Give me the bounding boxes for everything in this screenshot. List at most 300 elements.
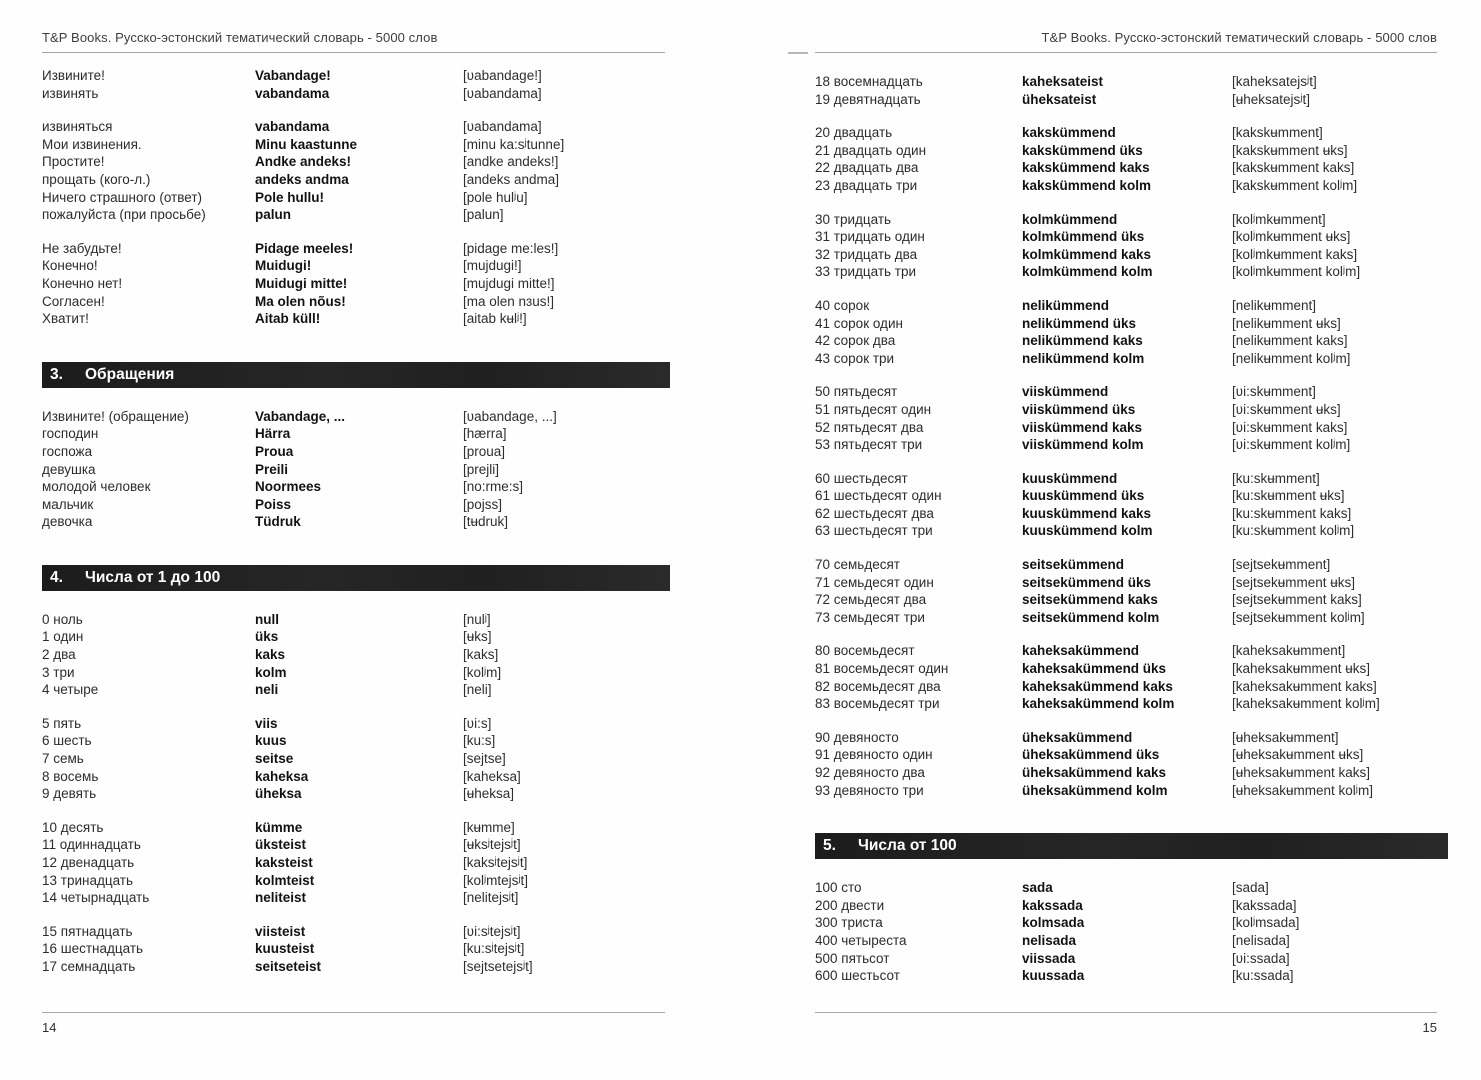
estonian-term: kaheksateist [1022,74,1104,89]
estonian-term: Preili [255,461,289,477]
section-number: 3. [50,365,63,383]
russian-term: прощать (кого-л.) [42,171,151,187]
phonetic-transcription: [ku:skʉmment ʉks] [1232,488,1345,504]
estonian-term: kolmkümmend [1022,211,1118,227]
phonetic-transcription: [sejtsekʉmment] [1232,557,1331,573]
dictionary-row [42,478,665,496]
russian-term: извиняться [42,119,113,135]
phonetic-transcription: [ʋi:skʉmment kolʲm] [1232,437,1351,453]
estonian-term: Muidugi! [255,258,312,274]
page-left [42,30,665,1035]
phonetic-transcription: [sejtsekʉmment ʉks] [1232,574,1356,590]
estonian-term: kuuskümmend üks [1022,488,1145,504]
dictionary-row [815,505,1437,523]
scan-artifact [788,52,808,54]
estonian-term: kakskümmend kaks [1022,160,1150,176]
entry-group [42,408,665,531]
phonetic-transcription: [ʋi:sʲtejsʲt] [463,923,521,939]
russian-term: 500 пятьсот [815,950,890,966]
estonian-term: kaheksakümmend [1022,643,1140,659]
dictionary-row [815,350,1437,368]
russian-term: 83 восемьдесят три [815,696,940,712]
phonetic-transcription: [sejtsekʉmment kaks] [1232,592,1362,608]
estonian-term: üks [255,629,279,645]
entry-group [815,556,1437,626]
entry-group [42,819,665,907]
estonian-term: Pole hullu! [255,189,324,205]
russian-term: 73 семьдесят три [815,609,925,625]
estonian-term: nelikümmend üks [1022,315,1137,331]
estonian-term: palun [255,207,291,223]
russian-term: 20 двадцать [815,125,893,141]
dictionary-row [42,496,665,514]
section-header-bar [815,833,1448,859]
russian-term: 9 девять [42,786,97,802]
russian-term: извинять [42,85,99,101]
dictionary-row [815,746,1437,764]
phonetic-transcription: [neli] [463,682,492,698]
russian-term: 42 сорок два [815,333,896,349]
entry-group [42,715,665,803]
running-header: T&P Books. Русско-эстонский тематический словарь - 5000 слов [815,30,1437,53]
phonetic-transcription: [kakskʉmment kolʲm] [1232,177,1358,193]
russian-term: Хватит! [42,311,89,327]
russian-term: 90 девяносто [815,729,899,745]
phonetic-transcription: [ʉheksakʉmment] [1232,729,1339,745]
section-number: 4. [50,568,63,586]
phonetic-transcription: [minu ka:sʲtunne] [463,136,565,152]
estonian-term: viiskümmend kaks [1022,419,1143,435]
phonetic-transcription: [kaks] [463,647,499,663]
russian-term: господин [42,426,99,442]
phonetic-transcription: [kaheksatejsʲt] [1232,74,1317,89]
russian-term: 31 тридцать один [815,229,925,245]
phonetic-transcription: [nelisada] [1232,932,1290,948]
phonetic-transcription: [andke andeks!] [463,154,559,170]
dictionary-row [42,750,665,768]
page-footer [815,1012,1437,1035]
phonetic-transcription: [kakssada] [1232,897,1297,913]
phonetic-transcription: [ku:skʉmment kolʲm] [1232,523,1355,539]
entry-group [42,67,665,102]
phonetic-transcription: [ma olen nɜus!] [463,293,554,309]
estonian-term: kolmteist [255,872,315,888]
estonian-term: kaheksakümmend üks [1022,661,1167,677]
dictionary-row [42,240,665,258]
phonetic-transcription: [kaheksakʉmment kolʲm] [1232,696,1380,712]
dictionary-row [815,142,1437,160]
russian-term: Мои извинения. [42,136,142,152]
estonian-term: kolm [255,664,287,680]
russian-term: 41 сорок один [815,315,903,331]
phonetic-transcription: [kaksʲtejsʲt] [463,855,528,870]
estonian-term: Noormees [255,479,322,495]
estonian-term: vabandama [255,119,330,135]
dictionary-row [815,73,1437,91]
russian-term: Конечно! [42,258,98,274]
section-title: Обращения [85,365,175,383]
russian-term: 72 семьдесят два [815,592,927,608]
estonian-term: üheksakümmend üks [1022,747,1160,763]
russian-term: 82 восемьдесят два [815,678,941,694]
estonian-term: nelisada [1022,932,1077,948]
entry-group [815,297,1437,367]
entry-group [815,642,1437,712]
dictionary-row [815,419,1437,437]
dictionary-row [815,609,1437,627]
section-header-bar [42,565,670,591]
russian-term: 81 восемьдесят один [815,661,949,677]
estonian-term: üheksateist [1022,91,1097,107]
russian-term: 61 шестьдесят один [815,488,942,504]
dictionary-row [42,85,665,103]
phonetic-transcription: [nelikʉmment ʉks] [1232,315,1341,331]
phonetic-transcription: [ʉks] [463,629,492,645]
estonian-term: viis [255,715,278,731]
dictionary-row [815,246,1437,264]
phonetic-transcription: [ku:s] [463,733,496,749]
entry-group [815,383,1437,453]
russian-term: 8 восемь [42,768,99,784]
phonetic-transcription: [ʋi:ssada] [1232,950,1290,966]
russian-term: 7 семь [42,751,84,767]
estonian-term: kuuskümmend kolm [1022,523,1153,539]
dictionary-row [42,293,665,311]
estonian-term: üheksa [255,786,302,802]
estonian-term: seitsekümmend kaks [1022,592,1158,608]
estonian-term: kolmsada [1022,915,1085,931]
phonetic-transcription: [kaheksa] [463,768,521,784]
phonetic-transcription: [kolʲmkʉmment ʉks] [1232,229,1351,245]
phonetic-transcription: [kaheksakʉmment] [1232,643,1346,659]
phonetic-transcription: [sejtse] [463,751,506,767]
russian-term: 40 сорок [815,297,870,313]
estonian-term: Aitab küll! [255,311,321,327]
phonetic-transcription: [proua] [463,443,506,459]
entry-group [815,73,1437,108]
phonetic-transcription: [ʉheksakʉmment kaks] [1232,765,1371,780]
dictionary-row [815,897,1437,915]
estonian-term: viiskümmend [1022,384,1109,400]
russian-term: 13 тринадцать [42,872,133,888]
phonetic-transcription: [ʉheksatejsʲt] [1232,91,1310,107]
dictionary-row [815,159,1437,177]
dictionary-row [42,923,665,941]
phonetic-transcription: [kakskʉmment kaks] [1232,160,1355,176]
phonetic-transcription: [ʋi:skʉmment kaks] [1232,419,1348,435]
russian-term: 53 пятьдесят три [815,437,923,453]
entry-group [42,240,665,328]
dictionary-row [42,67,665,85]
estonian-term: viisteist [255,923,306,939]
phonetic-transcription: [pole hulʲu] [463,189,528,205]
dictionary-row [42,940,665,958]
russian-term: 71 семьдесят один [815,574,934,590]
dictionary-row [815,487,1437,505]
russian-term: 6 шесть [42,733,92,749]
dictionary-row [42,153,665,171]
phonetic-transcription: [kakskʉmment] [1232,125,1323,141]
dictionary-row [815,914,1437,932]
dictionary-row [815,879,1437,897]
estonian-term: Pidage meeles! [255,240,354,256]
russian-term: 14 четырнадцать [42,890,150,906]
entry-group [815,124,1437,194]
dictionary-row [42,958,665,976]
russian-term: 22 двадцать два [815,160,919,176]
dictionary-row [815,436,1437,454]
phonetic-transcription: [nelikʉmment] [1232,297,1317,313]
russian-term: 300 триста [815,915,883,931]
estonian-term: kakskümmend [1022,125,1116,141]
russian-term: 18 восемнадцать [815,74,923,89]
russian-term: 3 три [42,664,75,680]
dictionary-row [42,628,665,646]
russian-term: 21 двадцать один [815,142,927,158]
dictionary-row [42,513,665,531]
russian-term: 32 тридцать два [815,246,918,262]
russian-term: Согласен! [42,293,105,309]
russian-term: 33 тридцать три [815,264,917,280]
estonian-term: kakssada [1022,897,1083,913]
russian-term: пожалуйста (при просьбе) [42,207,206,223]
dictionary-row [42,206,665,224]
dictionary-row [42,425,665,443]
dictionary-row [815,91,1437,109]
phonetic-transcription: [kakskʉmment ʉks] [1232,142,1348,158]
phonetic-transcription: [kolʲmkʉmment kaks] [1232,246,1358,262]
running-header: T&P Books. Русско-эстонский тематический словарь - 5000 слов [42,30,665,53]
phonetic-transcription: [ʉheksakʉmment kolʲm] [1232,782,1373,798]
estonian-term: Poiss [255,496,292,512]
dictionary-row [815,950,1437,968]
phonetic-transcription: [prejli] [463,461,500,477]
phonetic-transcription: [ʉksʲtejsʲt] [463,837,521,853]
dictionary-row [42,189,665,207]
phonetic-transcription: [ʋi:skʉmment ʉks] [1232,401,1341,417]
phonetic-transcription: [no:rme:s] [463,479,524,495]
phonetic-transcription: [kʉmme] [463,819,515,835]
phonetic-transcription: [kolʲmsada] [1232,915,1300,931]
estonian-term: kuuskümmend kaks [1022,505,1152,521]
entry-group [42,611,665,699]
estonian-term: Härra [255,426,291,442]
estonian-term: üheksakümmend [1022,729,1133,745]
russian-term: Ничего страшного (ответ) [42,189,202,205]
phonetic-transcription: [nulʲ] [463,611,491,627]
phonetic-transcription: [sejtsetejsʲt] [463,958,533,974]
dictionary-row [42,646,665,664]
dictionary-row [815,383,1437,401]
dictionary-row [815,228,1437,246]
estonian-term: viissada [1022,950,1076,966]
russian-term: мальчик [42,496,94,512]
estonian-term: neliteist [255,890,307,906]
estonian-term: nelikümmend kaks [1022,333,1143,349]
dictionary-row [42,836,665,854]
russian-term: 23 двадцать три [815,177,918,193]
estonian-term: kuusteist [255,941,315,957]
russian-term: 600 шестьсот [815,968,900,984]
estonian-term: Vabandage! [255,68,331,83]
russian-term: 11 одиннадцать [42,837,141,853]
dictionary-row [42,819,665,837]
estonian-term: üksteist [255,837,307,853]
russian-term: 52 пятьдесят два [815,419,924,435]
phonetic-transcription: [ʋabandama] [463,119,542,135]
dictionary-row [42,872,665,890]
phonetic-transcription: [kaheksakʉmment kaks] [1232,678,1377,694]
estonian-term: seitsekümmend [1022,557,1125,573]
estonian-term: kuuskümmend [1022,470,1118,486]
phonetic-transcription: [andeks andma] [463,171,560,187]
russian-term: молодой человек [42,479,151,495]
dictionary-row [815,932,1437,950]
russian-term: 43 сорок три [815,350,895,366]
russian-term: 2 два [42,647,76,663]
dictionary-row [42,889,665,907]
dictionary-row [42,257,665,275]
dictionary-row [815,967,1437,985]
phonetic-transcription: [hærra] [463,426,507,442]
estonian-term: Andke andeks! [255,154,352,170]
dictionary-row [815,177,1437,195]
entry-group [815,211,1437,281]
section-title: Числа от 1 до 100 [85,568,221,586]
page-right [815,30,1437,1035]
russian-term: госпожа [42,443,93,459]
dictionary-row [42,768,665,786]
dictionary-row [815,332,1437,350]
russian-term: Конечно нет! [42,275,123,291]
russian-term: 1 один [42,629,84,645]
dictionary-row [42,275,665,293]
dictionary-row [815,401,1437,419]
phonetic-transcription: [kolʲmkʉmment] [1232,211,1326,227]
estonian-term: üheksakümmend kaks [1022,765,1167,780]
russian-term: 17 семнадцать [42,958,136,974]
phonetic-transcription: [kolʲm] [463,664,502,680]
page-content [815,53,1437,985]
russian-term: 62 шестьдесят два [815,505,934,521]
page-content [42,53,665,976]
russian-term: 0 ноль [42,611,83,627]
dictionary-row [42,461,665,479]
entry-group [815,470,1437,540]
section-number: 5. [823,837,836,855]
estonian-term: kakskümmend üks [1022,142,1143,158]
estonian-term: sada [1022,880,1053,896]
russian-term: 93 девяносто три [815,782,924,798]
estonian-term: kaheksa [255,768,309,784]
phonetic-transcription: [mujdugi!] [463,258,522,274]
estonian-term: üheksakümmend kolm [1022,782,1168,798]
estonian-term: kolmkümmend kaks [1022,246,1152,262]
estonian-term: kolmkümmend üks [1022,229,1145,245]
phonetic-transcription: [ku:skʉmment] [1232,470,1320,486]
page-number: 14 [42,1020,57,1035]
phonetic-transcription: [pidage me:les!] [463,240,559,256]
phonetic-transcription: [ʉheksakʉmment ʉks] [1232,747,1364,763]
phonetic-transcription: [nelikʉmment kaks] [1232,333,1348,349]
estonian-term: seitseteist [255,958,322,974]
entry-group [42,923,665,976]
section-header-bar [42,362,670,388]
section-title: Числа от 100 [858,837,957,855]
estonian-term: viiskümmend üks [1022,401,1136,417]
estonian-term: kuus [255,733,287,749]
russian-term: 4 четыре [42,682,99,698]
estonian-term: Vabandage, ... [255,408,346,424]
estonian-term: vabandama [255,85,330,101]
russian-term: 70 семьдесят [815,557,900,573]
estonian-term: kaheksakümmend kolm [1022,696,1175,712]
estonian-term: null [255,611,279,627]
phonetic-transcription: [mujdugi mitte!] [463,275,555,291]
estonian-term: kakskümmend kolm [1022,177,1152,193]
estonian-term: seitsekümmend üks [1022,574,1152,590]
phonetic-transcription: [palun] [463,207,504,223]
russian-term: Простите! [42,154,105,170]
phonetic-transcription: [nelitejsʲt] [463,890,519,906]
dictionary-row [42,136,665,154]
dictionary-row [42,171,665,189]
dictionary-row [815,660,1437,678]
russian-term: Извините! (обращение) [42,408,189,424]
dictionary-row [42,732,665,750]
russian-term: 100 сто [815,880,862,896]
estonian-term: nelikümmend [1022,297,1110,313]
dictionary-row [815,591,1437,609]
russian-term: 91 девяносто один [815,747,933,763]
phonetic-transcription: [ku:skʉmment kaks] [1232,505,1352,521]
dictionary-row [815,263,1437,281]
phonetic-transcription: [ʋabandama] [463,85,542,101]
estonian-term: andeks andma [255,171,349,187]
estonian-term: seitse [255,751,294,767]
phonetic-transcription: [ʋi:s] [463,715,492,731]
russian-term: 51 пятьдесят один [815,401,932,417]
russian-term: Извините! [42,68,105,83]
phonetic-transcription: [ʉheksa] [463,786,515,802]
phonetic-transcription: [aitab kʉlʲ!] [463,311,527,327]
russian-term: 60 шестьдесят [815,470,908,486]
dictionary-row [815,764,1437,782]
russian-term: Не забудьте! [42,240,122,256]
dictionary-row [815,470,1437,488]
dictionary-row [815,678,1437,696]
dictionary-row [42,408,665,426]
estonian-term: neli [255,682,279,698]
dictionary-row [815,315,1437,333]
phonetic-transcription: [ʋi:skʉmment] [1232,384,1316,400]
estonian-term: kümme [255,819,303,835]
russian-term: 80 восемьдесят [815,643,915,659]
estonian-term: seitsekümmend kolm [1022,609,1160,625]
estonian-term: Minu kaastunne [255,136,358,152]
phonetic-transcription: [ʋabandage!] [463,68,542,83]
phonetic-transcription: [sada] [1232,880,1269,896]
russian-term: 16 шестнадцать [42,941,144,957]
phonetic-transcription: [nelikʉmment kolʲm] [1232,350,1351,366]
dictionary-row [42,785,665,803]
dictionary-row [815,642,1437,660]
russian-term: 50 пятьдесят [815,384,898,400]
dictionary-row [815,782,1437,800]
dictionary-row [42,854,665,872]
phonetic-transcription: [ku:ssada] [1232,968,1294,984]
entry-group [815,729,1437,799]
